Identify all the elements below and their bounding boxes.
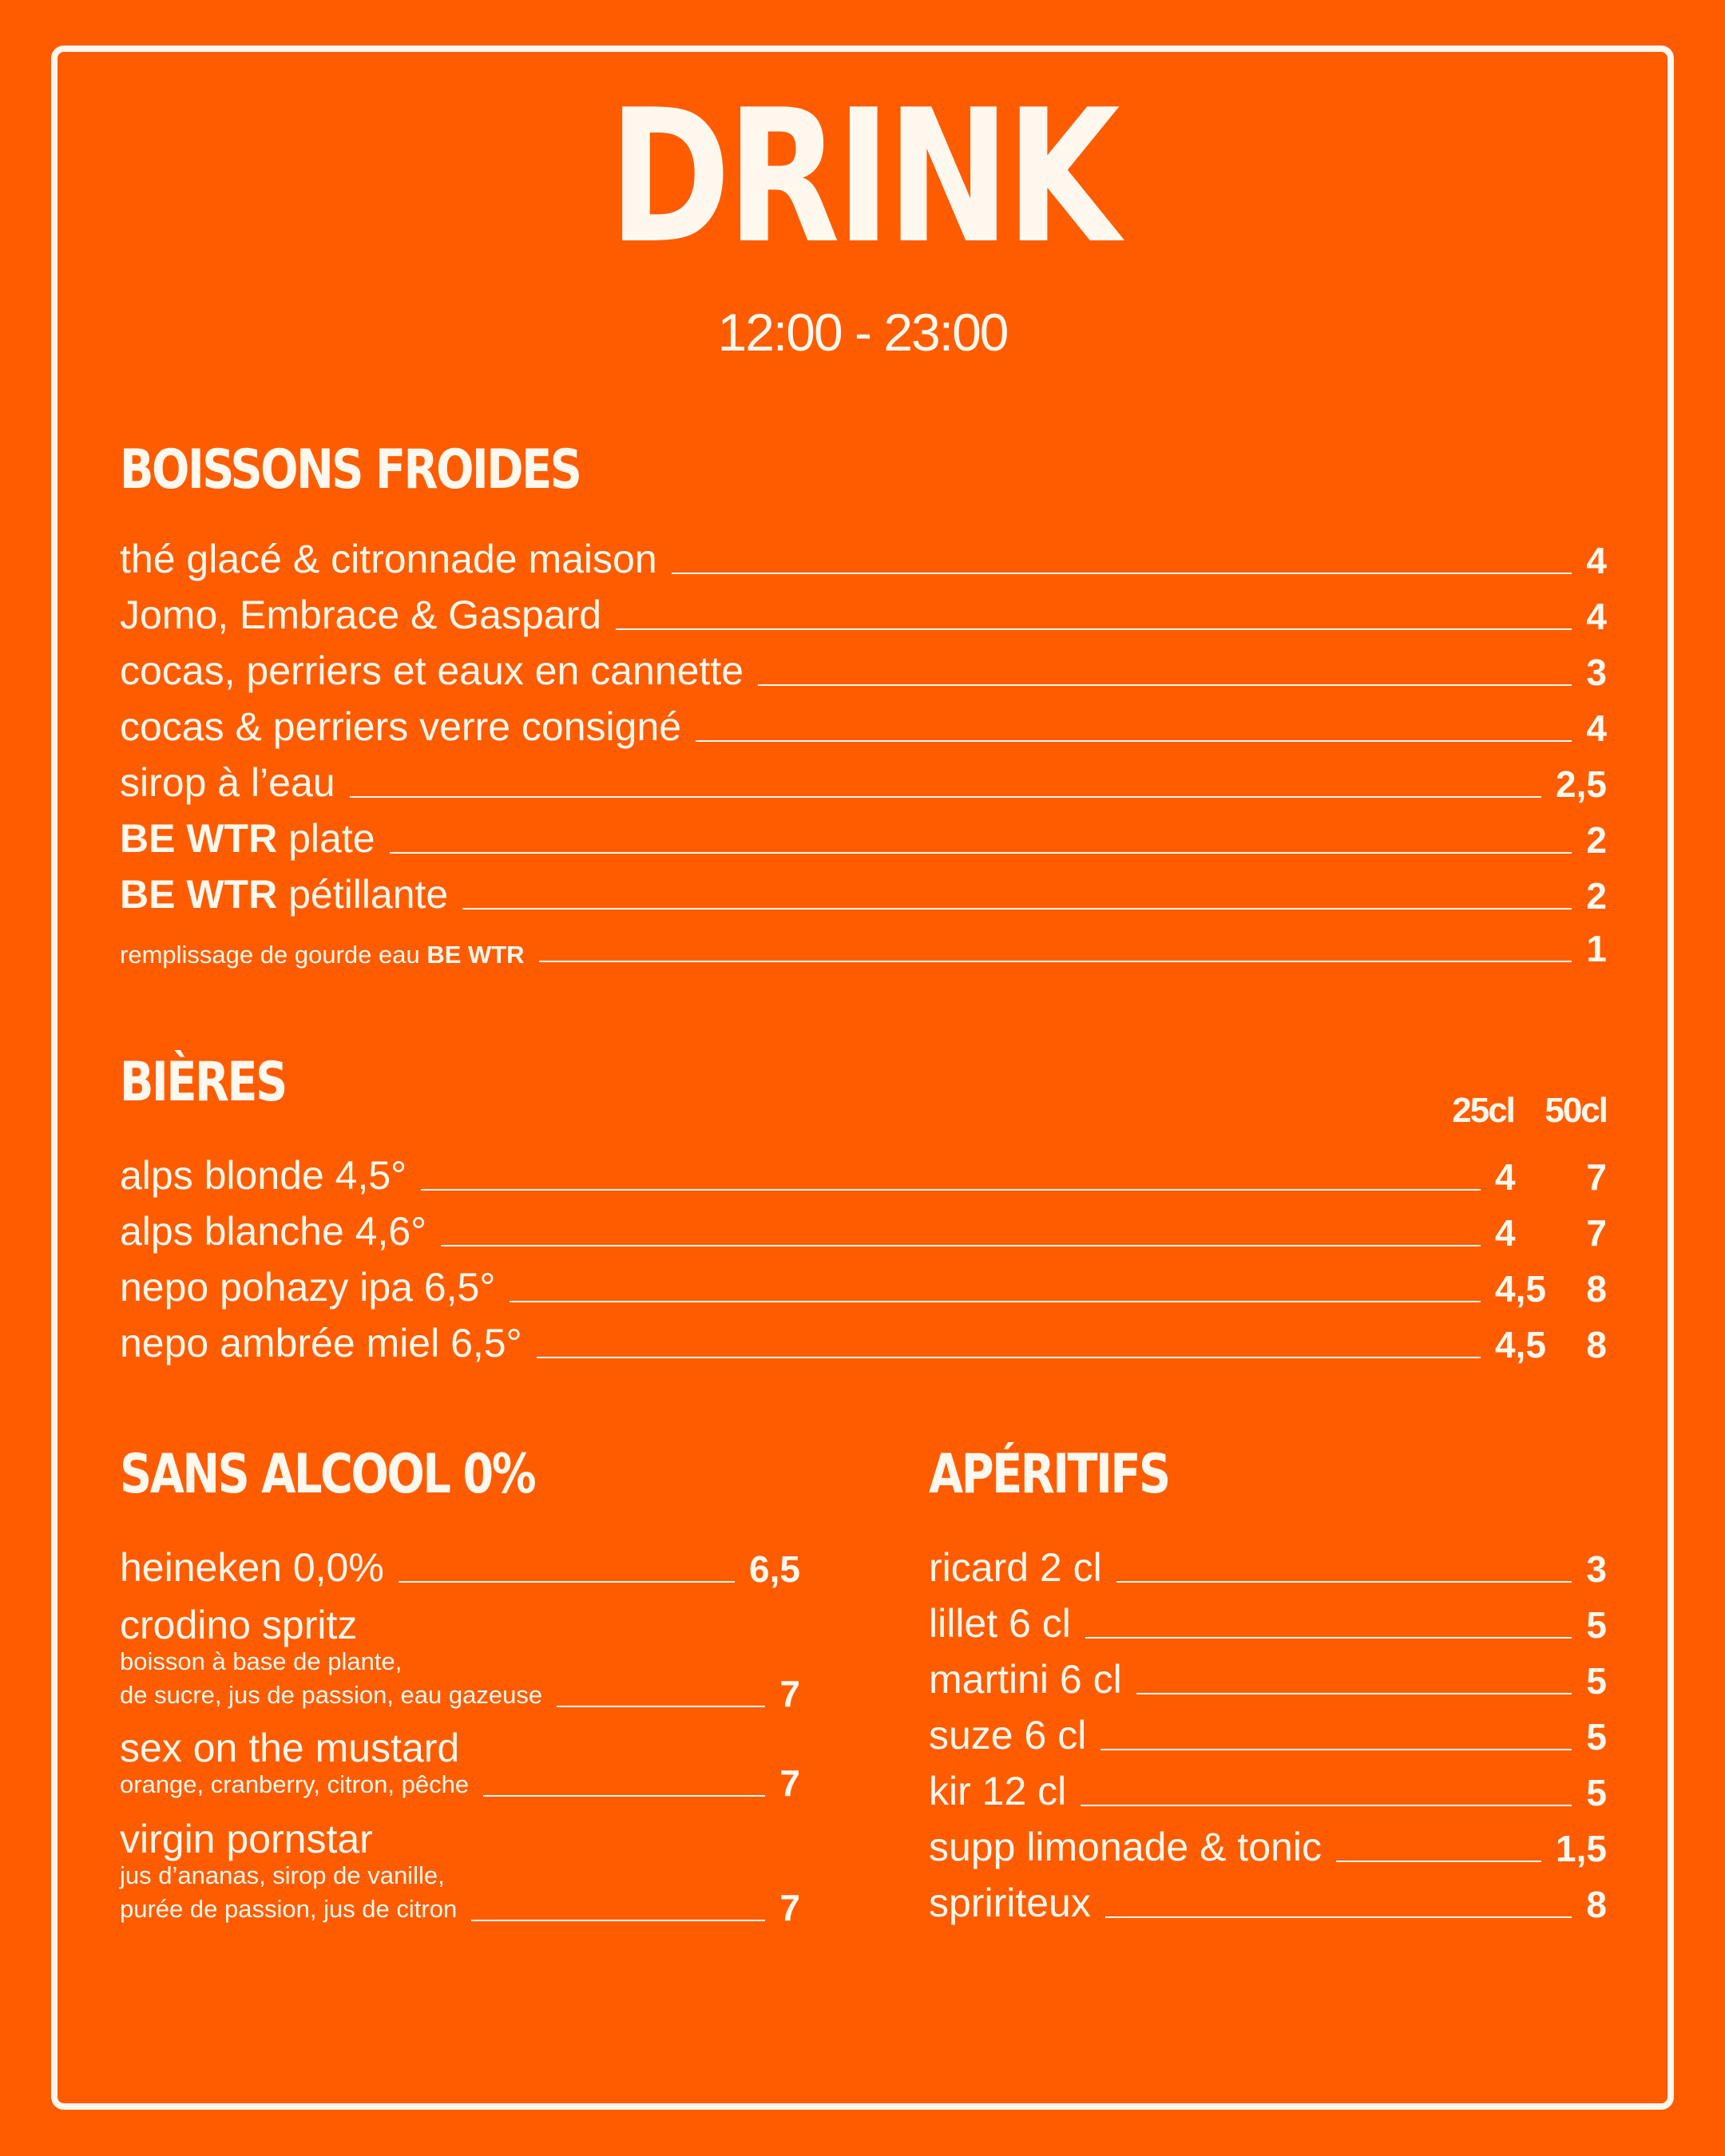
dotted-leader <box>1136 1693 1572 1694</box>
dotted-leader <box>399 1581 735 1583</box>
non-alcoholic-section <box>120 1443 800 1943</box>
item-price: 4 <box>1586 540 1607 581</box>
dotted-leader <box>1105 1916 1572 1918</box>
item-name: spririteux <box>929 1881 1091 1925</box>
item-prices: 4,5 8 <box>1495 1268 1607 1310</box>
size-25cl: 25cl <box>1452 1091 1514 1130</box>
menu-item <box>120 539 1607 579</box>
item-price: 2 <box>1586 875 1607 917</box>
menu-item <box>929 1827 1607 1867</box>
menu-item <box>929 1601 1607 1646</box>
dotted-leader <box>696 740 1572 742</box>
opening-hours: 12:00 - 23:00 <box>717 303 1008 362</box>
menu-item <box>120 1153 1607 1198</box>
menu-item <box>120 930 1607 967</box>
dotted-leader <box>616 628 1572 630</box>
item-name: ricard 2 cl <box>929 1545 1102 1590</box>
menu-item <box>120 595 1607 635</box>
item-price: 3 <box>1586 1548 1607 1590</box>
item-price: 5 <box>1586 1716 1607 1758</box>
item-price: 2 <box>1586 819 1607 861</box>
item-name: BE WTR pétillante <box>120 872 449 917</box>
menu-item <box>120 760 1607 805</box>
menu-item <box>120 1726 800 1804</box>
size-50cl: 50cl <box>1545 1091 1607 1130</box>
menu-item <box>929 1883 1607 1923</box>
dotted-leader <box>537 1357 1481 1358</box>
menu-item <box>120 1323 1607 1363</box>
item-name: crodino spritz boisson à base de plante, de sucre, jus de passion, eau gazeuse <box>120 1605 542 1712</box>
item-price: 4 <box>1586 596 1607 637</box>
dotted-leader <box>1081 1805 1572 1806</box>
item-price: 5 <box>1586 1660 1607 1702</box>
menu-item <box>120 704 1607 749</box>
item-price: 4 <box>1586 707 1607 749</box>
item-prices: 4,5 8 <box>1495 1324 1607 1365</box>
item-price: 5 <box>1586 1772 1607 1813</box>
dotted-leader <box>441 1245 1481 1246</box>
menu-item <box>929 1657 1607 1702</box>
menu-item <box>120 872 1607 917</box>
menu-item <box>929 1771 1607 1811</box>
menu-item <box>120 648 1607 693</box>
item-price: 7 <box>779 1762 800 1804</box>
menu-title: DRINK <box>609 71 1116 284</box>
menu-item <box>120 816 1607 861</box>
dotted-leader <box>539 961 1572 962</box>
menu-item <box>120 1819 800 1926</box>
item-name: nepo pohazy ipa 6,5° <box>120 1265 496 1310</box>
menu-item <box>929 1545 1607 1590</box>
dotted-leader <box>1336 1861 1541 1862</box>
dotted-leader <box>1116 1581 1572 1583</box>
item-name: nepo ambrée miel 6,5° <box>120 1321 522 1365</box>
menu-item <box>120 1605 800 1712</box>
item-price: 2,5 <box>1556 763 1607 805</box>
item-name: thé glacé & citronnade maison <box>120 537 657 581</box>
dotted-leader <box>471 1920 765 1921</box>
dotted-leader <box>1100 1749 1572 1750</box>
beers-section <box>120 1051 1607 1375</box>
menu-item <box>120 1545 800 1590</box>
dotted-leader <box>510 1301 1481 1302</box>
menu-item <box>929 1713 1607 1758</box>
menu-item <box>120 1265 1607 1310</box>
item-price: 7 <box>779 1886 800 1928</box>
dotted-leader <box>557 1706 765 1707</box>
dotted-leader <box>758 684 1572 686</box>
dotted-leader <box>672 573 1572 574</box>
item-price: 1,5 <box>1556 1828 1607 1869</box>
item-price: 6,5 <box>749 1548 800 1590</box>
dotted-leader <box>421 1189 1481 1191</box>
size-headers <box>1452 1091 1607 1131</box>
item-name: lillet 6 cl <box>929 1601 1071 1646</box>
item-price: 3 <box>1586 652 1607 693</box>
dotted-leader <box>462 908 1572 910</box>
item-name: alps blonde 4,5° <box>120 1153 407 1198</box>
item-description: orange, cranberry, citron, pêche <box>120 1770 470 1798</box>
dotted-leader <box>350 796 1541 798</box>
item-price: 7 <box>779 1672 800 1714</box>
item-name: alps blanche 4,6° <box>120 1209 427 1254</box>
dotted-leader <box>390 852 1572 854</box>
item-name: BE WTR plate <box>120 816 375 861</box>
item-prices: 4 7 <box>1495 1212 1607 1254</box>
item-name: cocas, perriers et eaux en cannette <box>120 648 744 693</box>
dotted-leader <box>1085 1637 1572 1639</box>
item-price: 8 <box>1586 1884 1607 1925</box>
section-heading: BOISSONS FROIDES <box>120 438 581 501</box>
section-heading: APÉRITIFS <box>929 1443 1169 1506</box>
item-name: supp limonade & tonic <box>929 1825 1322 1869</box>
item-name: sex on the mustard orange, cranberry, citron, pêche <box>120 1728 469 1801</box>
item-name: martini 6 cl <box>929 1657 1122 1702</box>
item-name: kir 12 cl <box>929 1769 1067 1813</box>
item-name: sirop à l’eau <box>120 760 335 805</box>
item-name: cocas & perriers verre consigné <box>120 704 682 749</box>
menu-item <box>120 1209 1607 1254</box>
dotted-leader <box>483 1795 765 1797</box>
item-price: 5 <box>1586 1604 1607 1646</box>
cold-drinks-section <box>120 438 1607 986</box>
section-heading: SANS ALCOOL 0% <box>120 1443 535 1506</box>
item-name: suze 6 cl <box>929 1713 1087 1758</box>
item-name: heineken 0,0% <box>120 1545 384 1590</box>
aperitifs-section <box>929 1443 1607 1943</box>
item-description: boisson à base de plante, <box>120 1647 402 1675</box>
item-description: purée de passion, jus de citron <box>120 1894 458 1923</box>
item-name: remplissage de gourde eau BE WTR <box>120 941 525 969</box>
item-description: jus d’ananas, sirop de vanille, <box>120 1861 445 1889</box>
section-heading: BIÈRES <box>120 1051 286 1114</box>
item-name: virgin pornstar jus d’ananas, sirop de vanille, purée de passion, jus de citron <box>120 1819 457 1926</box>
item-name: Jomo, Embrace & Gaspard <box>120 593 602 637</box>
item-description: de sucre, jus de passion, eau gazeuse <box>120 1680 543 1709</box>
item-price: 1 <box>1586 928 1607 969</box>
item-prices: 4 7 <box>1495 1156 1607 1198</box>
